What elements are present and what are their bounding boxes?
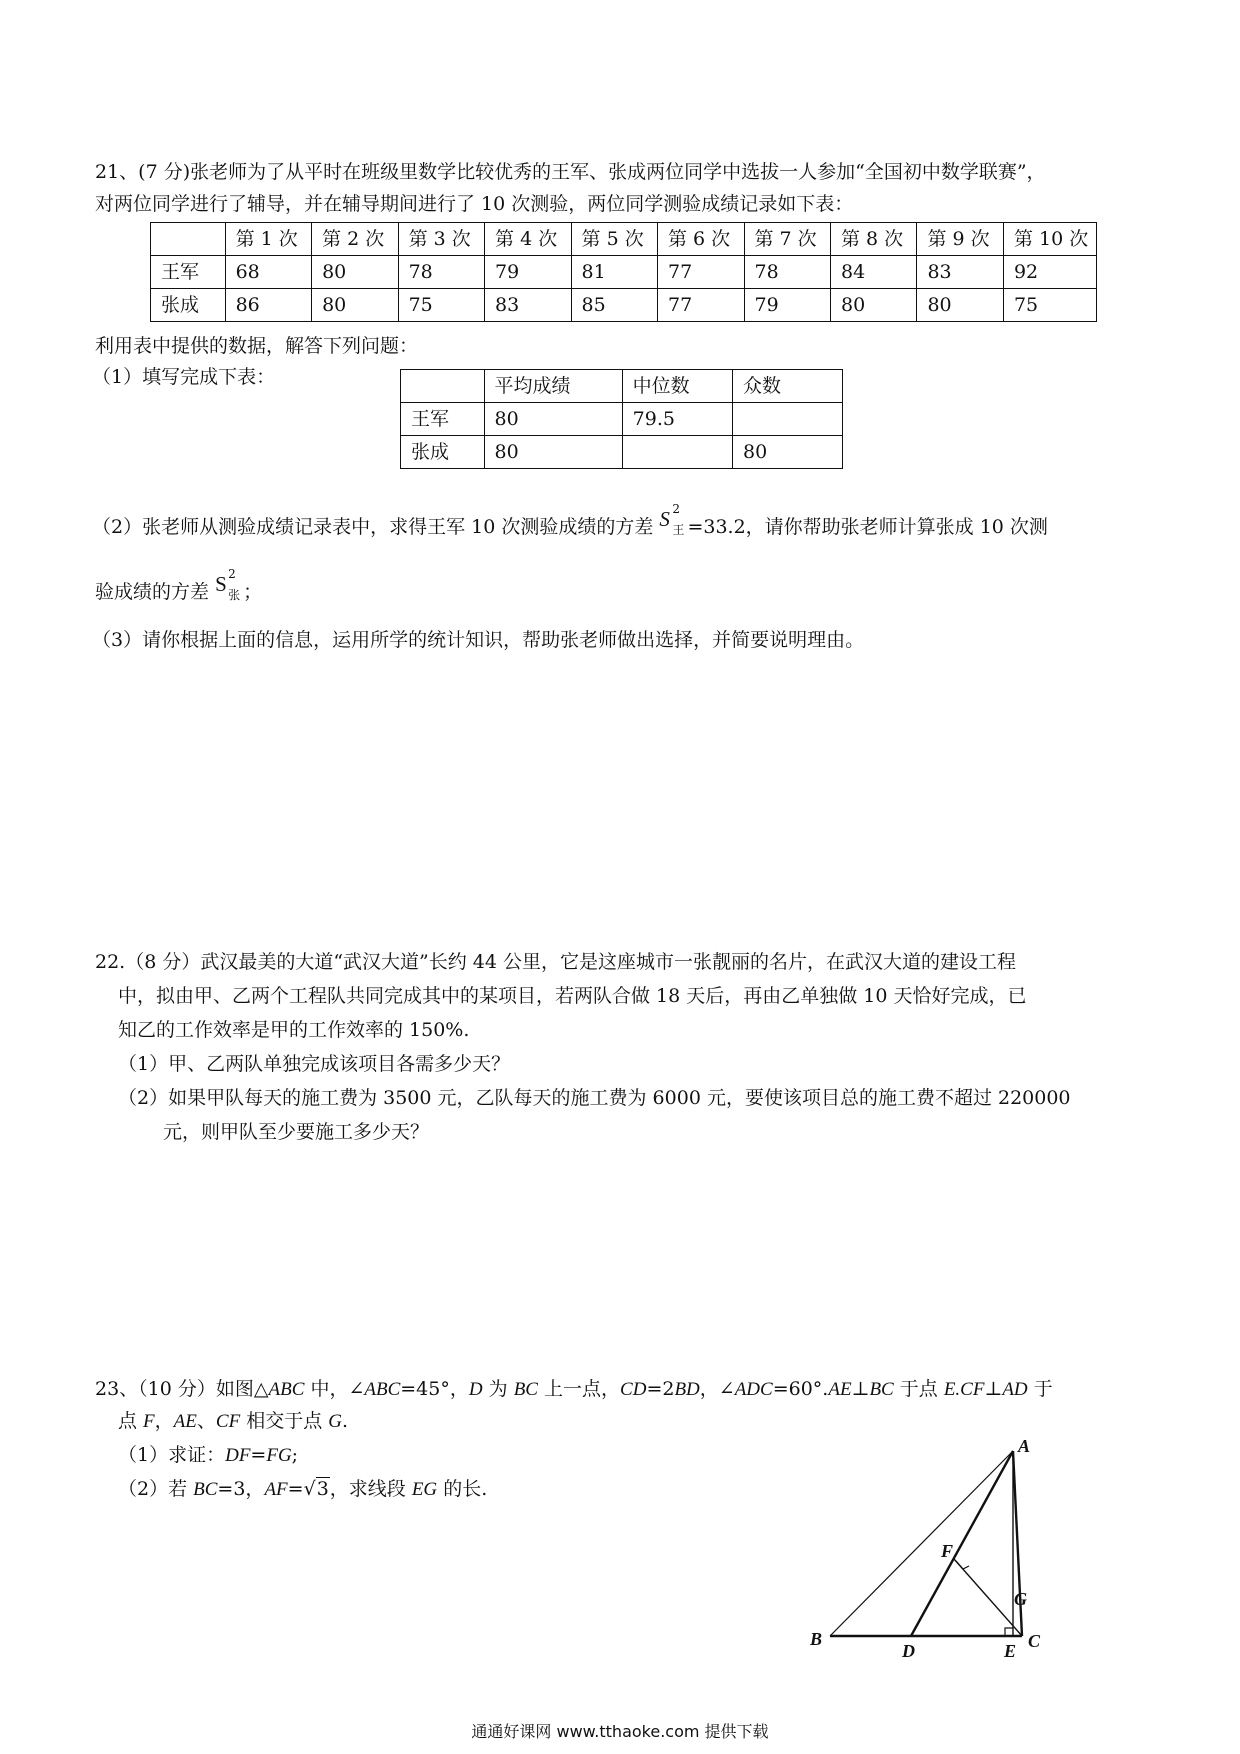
variance-symbol [659,502,685,537]
table-cell: 80 [484,436,622,469]
table-cell [622,436,732,469]
stats-table [400,369,843,469]
q23-part1 [118,1446,298,1465]
q21-part2-line1 [92,502,1048,538]
table-header: 第 3 次 [398,223,484,256]
text: = [287,1478,304,1500]
table-cell: 83 [917,256,1003,289]
math: D [468,1379,483,1400]
text: ⊥ [851,1378,870,1400]
q22-line3: 知乙的工作效率是甲的工作效率的 150%. [118,1019,470,1041]
table-cell: 85 [571,289,657,322]
label-b: B [810,1629,823,1649]
segment-cf [954,1559,1022,1636]
table-cell [151,223,226,256]
s-letter: S [659,507,670,531]
table-row [151,223,1097,256]
text: 为 [482,1378,514,1400]
math: AE [828,1379,852,1400]
math: E.CF [943,1379,985,1400]
text: =33.2，请你帮助张老师计算张成 10 次测 [687,516,1048,538]
q21-line2: 对两位同学进行了辅导，并在辅导期间进行了 10 次测验，两位同学测验成绩记录如下表： [95,193,854,215]
q23-line2 [118,1412,348,1431]
text: = [250,1444,267,1466]
table-cell: 80 [830,289,916,322]
table-header: 平均成绩 [484,370,622,403]
table-cell: 80 [484,403,622,436]
table-cell: 83 [485,289,571,322]
table-cell: 80 [917,289,1003,322]
text: 点 [118,1410,144,1432]
variance-symbol [215,567,241,602]
text: 相交于点 [240,1410,329,1432]
text: =2 [646,1378,675,1400]
label-d: D [902,1641,915,1661]
q22-line2: 中，拟由甲、乙两个工程队共同完成其中的某项目，若两队合做 18 天后，再由乙单独做 10 天恰好完成，已 [118,985,1027,1007]
table-cell: 78 [744,256,830,289]
table-header: 第 7 次 [744,223,830,256]
row-name: 张成 [401,436,485,469]
q22-part1: （1）甲、乙两队单独完成该项目各需多少天？ [118,1053,511,1075]
text: （2）若 [118,1478,194,1500]
text: （1）求证： [118,1444,226,1466]
table-cell: 75 [1003,289,1096,322]
q22-part2-line2: 元，则甲队至少要施工多少天？ [163,1121,430,1143]
text: =45°， [400,1378,469,1400]
math: AF [264,1479,288,1500]
row-name: 张成 [151,289,226,322]
table-cell: 77 [658,256,744,289]
label-c: C [1028,1631,1041,1651]
s-letter: S [215,572,227,596]
superscript: 2 [672,502,681,516]
table-header: 第 2 次 [312,223,398,256]
math: ABC [364,1379,401,1400]
table-cell: 80 [733,436,843,469]
q23-line1 [95,1380,1053,1399]
row-name: 王军 [151,256,226,289]
text: ，求线段 [329,1478,412,1500]
q21-part2-line2 [95,567,263,603]
math: BC [513,1379,538,1400]
triangle-figure [800,1435,1100,1665]
table-header: 第 9 次 [917,223,1003,256]
q21-part1: （1）填写完成下表： [92,366,276,388]
text: ， [154,1410,174,1432]
text: 中，∠ [304,1378,365,1400]
text: ，∠ [699,1378,735,1400]
q22-part2-line1: （2）如果甲队每天的施工费为 3500 元，乙队每天的施工费为 6000 元，要使该项目总的施工费不超过 220000 [118,1087,1071,1109]
label-a: A [1018,1436,1031,1456]
table-header: 众数 [733,370,843,403]
table-cell: 77 [658,289,744,322]
text: 于 [1027,1378,1053,1400]
table-header: 第 1 次 [225,223,311,256]
math: ABC [268,1379,305,1400]
table-cell: 79 [744,289,830,322]
math: F [143,1411,155,1432]
math: BC [869,1379,894,1400]
segment-ab [830,1451,1013,1636]
table-header: 第 10 次 [1003,223,1096,256]
table-header: 第 4 次 [485,223,571,256]
table-row [401,403,843,436]
table-cell: 79 [485,256,571,289]
table-cell: 80 [312,289,398,322]
subscript: 张 [228,588,241,602]
q23-part2 [118,1480,487,1499]
table-cell: 68 [225,256,311,289]
math: FG [266,1445,292,1466]
math: CD [620,1379,647,1400]
text: 验成绩的方差 [95,581,210,603]
superscript: 2 [228,567,236,581]
table-header: 第 6 次 [658,223,744,256]
q22-line1: 22.（8 分）武汉最美的大道“武汉大道”长约 44 公里，它是这座城市一张靓丽的名片，在武汉大道的建设工程 [95,951,1017,973]
table-cell: 75 [398,289,484,322]
math: AE [173,1411,197,1432]
text: =60°. [772,1378,829,1400]
text: 于点 [893,1378,944,1400]
label-f: F [941,1541,954,1561]
text: 、 [196,1410,216,1432]
table-cell: 84 [830,256,916,289]
text: （2）张老师从测验成绩记录表中，求得王军 10 次测验成绩的方差 [92,516,654,538]
text: ； [243,581,263,603]
subscript: 王 [672,523,685,537]
table-cell [733,403,843,436]
table-cell: 92 [1003,256,1096,289]
math: ADC [734,1379,773,1400]
table-row [151,256,1097,289]
table-row [401,370,843,403]
table-header: 第 8 次 [830,223,916,256]
table-cell: 78 [398,256,484,289]
text: . [342,1410,349,1432]
label-g: G [1014,1589,1027,1609]
text: 23、（10 分）如图△ [95,1378,269,1400]
math: G [328,1411,343,1432]
math: EG [411,1479,438,1500]
page-footer: 通通好课网 www.tthaoke.com 提供下载 [471,1722,769,1741]
math: CF [215,1411,241,1432]
text: 上一点， [537,1378,621,1400]
label-e: E [1004,1641,1017,1661]
sqrt-sign: √ [303,1478,316,1500]
table-header: 第 5 次 [571,223,657,256]
row-name: 王军 [401,403,485,436]
sqrt-radicand: 3 [316,1478,329,1500]
math: DF [225,1445,251,1466]
math: BC [193,1479,218,1500]
table-cell: 86 [225,289,311,322]
table-cell: 79.5 [622,403,732,436]
text: 的长. [437,1478,488,1500]
table-header: 中位数 [622,370,732,403]
q21-intro: 利用表中提供的数据，解答下列问题： [95,335,419,357]
q21-part3: （3）请你根据上面的信息，运用所学的统计知识，帮助张老师做出选择，并简要说明理由。 [92,629,865,651]
q21-line1: 21、(7 分)张老师为了从平时在班级里数学比较优秀的王军、张成两位同学中选拔一人参加“全国初中数学联赛”， [95,161,1046,183]
text: ⊥ [984,1378,1003,1400]
text: =3， [217,1478,265,1500]
math: AD [1002,1379,1028,1400]
table-row [401,436,843,469]
score-table [150,222,1097,322]
math: BD [674,1379,700,1400]
right-angle-f [956,1561,969,1569]
table-row [151,289,1097,322]
table-cell [401,370,485,403]
table-cell: 81 [571,256,657,289]
table-cell: 80 [312,256,398,289]
text: ; [291,1444,299,1466]
